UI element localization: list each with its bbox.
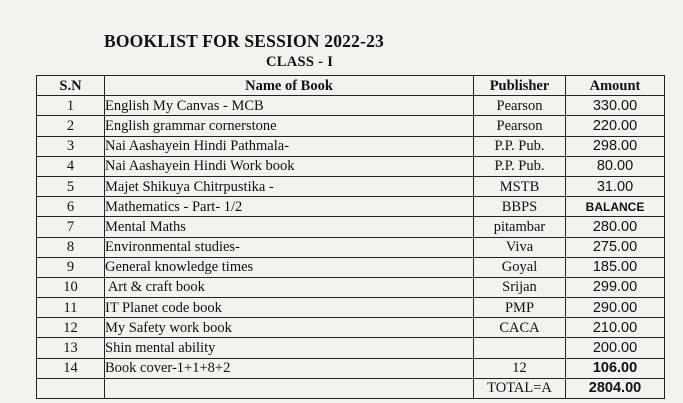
cell-amount: 185.00 [566,257,665,277]
table-header-row [37,76,665,96]
total-label: TOTAL=A [474,378,566,398]
cell-amount: 31.00 [566,176,665,196]
cell-book-name: Shin mental ability [105,338,474,358]
table-row [37,338,665,358]
cell-amount-balance: BALANCE [566,197,665,217]
cell-publisher: 12 [474,358,566,378]
column-header-name: Name of Book [105,76,474,96]
cell-book-name: IT Planet code book [105,298,474,318]
table-row [37,197,665,217]
cell-amount: 106.00 [566,358,665,378]
total-spacer [105,378,474,398]
table-row [37,237,665,257]
cell-publisher: BBPS [474,197,566,217]
cell-sn: 8 [37,237,105,257]
total-amount: 2804.00 [566,378,665,398]
table-row [37,277,665,297]
cell-sn: 3 [37,136,105,156]
cell-publisher: Pearson [474,116,566,136]
cell-publisher: pitambar [474,217,566,237]
cell-publisher: P.P. Pub. [474,156,566,176]
column-header-sn: S.N [37,76,105,96]
cell-sn: 11 [37,298,105,318]
cell-book-name: Majet Shikuya Chitrpustika - [105,176,474,196]
cell-sn: 12 [37,318,105,338]
cell-sn: 2 [37,116,105,136]
cell-sn: 10 [37,277,105,297]
table-row [37,217,665,237]
table-row [37,318,665,338]
cell-sn: 14 [37,358,105,378]
cell-publisher: PMP [474,298,566,318]
cell-book-name: English grammar cornerstone [105,116,474,136]
table-row [37,176,665,196]
cell-publisher: Goyal [474,257,566,277]
booklist-title: BOOKLIST FOR SESSION 2022-23 [104,31,385,51]
table-row [37,116,665,136]
cell-sn: 13 [37,338,105,358]
cell-publisher: Srijan [474,277,566,297]
cell-publisher: Viva [474,237,566,257]
booklist-table [36,75,665,399]
table-row [37,156,665,176]
cell-book-name: Art & craft book [105,277,474,297]
cell-book-name: English My Canvas - MCB [105,96,474,116]
cell-amount: 298.00 [566,136,665,156]
total-spacer [37,378,105,398]
cell-sn: 9 [37,257,105,277]
cell-amount: 280.00 [566,217,665,237]
cell-book-name: My Safety work book [105,318,474,338]
table-body [37,96,665,399]
cell-amount: 275.00 [566,237,665,257]
cell-sn: 4 [37,156,105,176]
cell-publisher [474,338,566,358]
cell-amount: 80.00 [566,156,665,176]
cell-sn: 5 [37,176,105,196]
cell-amount: 330.00 [566,96,665,116]
cell-amount: 220.00 [566,116,665,136]
class-subtitle: CLASS - I [266,54,334,70]
cell-amount: 290.00 [566,298,665,318]
cell-book-name: Mathematics - Part- 1/2 [105,197,474,217]
cell-publisher: CACA [474,318,566,338]
cell-sn: 6 [37,197,105,217]
total-row [37,378,665,398]
cell-amount: 210.00 [566,318,665,338]
cell-amount: 200.00 [566,338,665,358]
table-row [37,257,665,277]
cell-publisher: P.P. Pub. [474,136,566,156]
cell-book-name: Book cover-1+1+8+2 [105,358,474,378]
cell-amount: 299.00 [566,277,665,297]
table-row [37,358,665,378]
cell-book-name: Nai Aashayein Hindi Work book [105,156,474,176]
cell-book-name: Nai Aashayein Hindi Pathmala- [105,136,474,156]
cell-book-name: Mental Maths [105,217,474,237]
cell-publisher: MSTB [474,176,566,196]
table-row [37,298,665,318]
table-row [37,136,665,156]
cell-book-name: General knowledge times [105,257,474,277]
table-row [37,96,665,116]
cell-book-name: Environmental studies- [105,237,474,257]
column-header-amount: Amount [566,76,665,96]
cell-publisher: Pearson [474,96,566,116]
column-header-publisher: Publisher [474,76,566,96]
cell-sn: 1 [37,96,105,116]
cell-sn: 7 [37,217,105,237]
